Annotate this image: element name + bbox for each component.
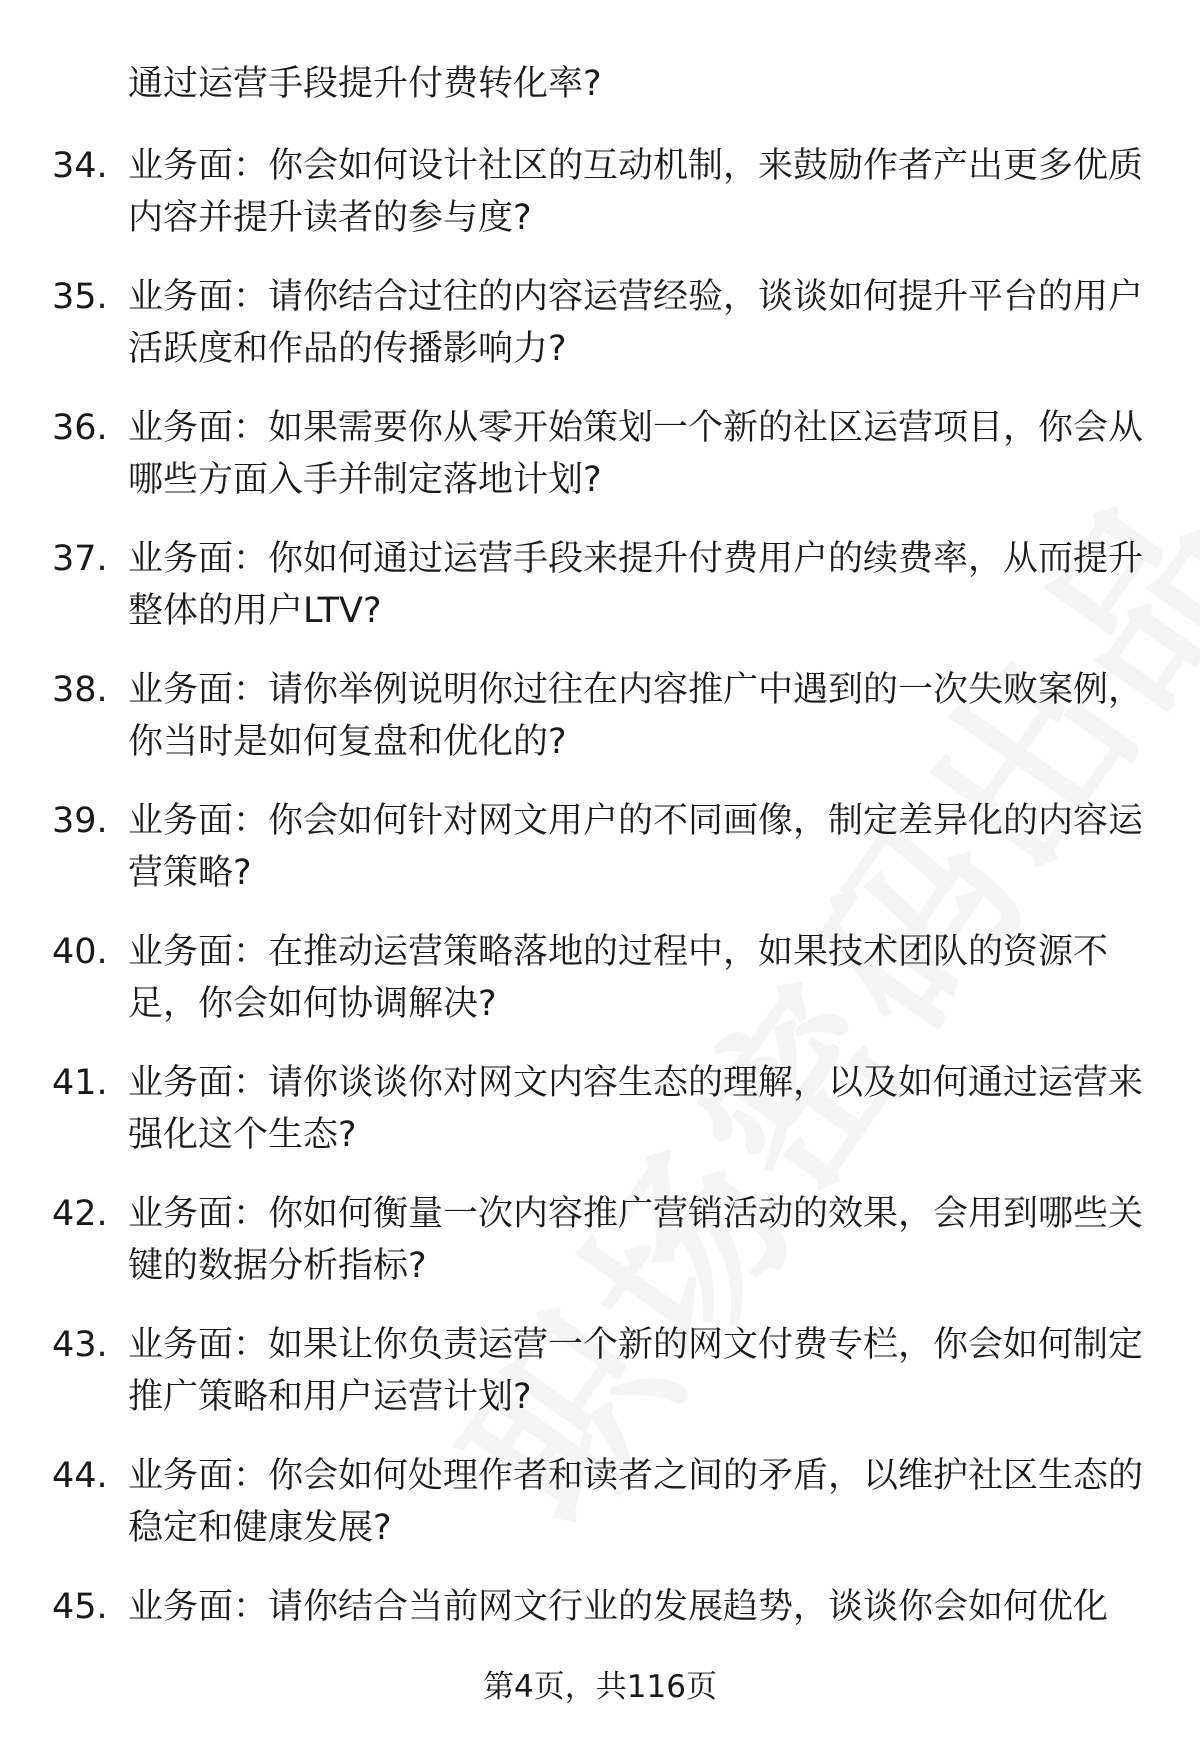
question-item	[0, 795, 1200, 926]
question-number: 44.	[52, 1456, 108, 1496]
question-text: 业务面：请你结合过往的内容运营经验，谈谈如何提升平台的用户活跃度和作品的传播影响力?	[128, 277, 1144, 369]
question-text: 业务面：如果让你负责运营一个新的网文付费专栏，你会如何制定推广策略和用户运营计划?	[128, 1325, 1144, 1417]
question-item	[0, 1188, 1200, 1319]
question-text: 业务面：你会如何针对网文用户的不同画像，制定差异化的内容运营策略?	[128, 801, 1144, 893]
question-text: 业务面：你会如何处理作者和读者之间的矛盾，以维护社区生态的稳定和健康发展?	[128, 1456, 1144, 1548]
question-text: 业务面：你会如何设计社区的互动机制，来鼓励作者产出更多优质内容并提升读者的参与度?	[128, 146, 1144, 238]
page-footer: 第4页，共116页	[483, 1669, 717, 1705]
question-number: 45.	[52, 1587, 108, 1627]
previous-question-continuation: 通过运营手段提升付费转化率?	[128, 64, 602, 104]
question-number: 35.	[52, 277, 108, 317]
question-number: 43.	[52, 1325, 108, 1365]
question-text: 业务面：如果需要你从零开始策划一个新的社区运营项目，你会从哪些方面入手并制定落地计划?	[128, 408, 1144, 500]
question-text: 业务面：请你结合当前网文行业的发展趋势，谈谈你会如何优化	[128, 1587, 1109, 1627]
question-item	[0, 402, 1200, 533]
question-item	[0, 271, 1200, 402]
question-item	[0, 1319, 1200, 1450]
question-number: 34.	[52, 146, 108, 186]
question-item	[0, 664, 1200, 795]
question-text: 业务面：请你谈谈你对网文内容生态的理解，以及如何通过运营来强化这个生态?	[128, 1063, 1144, 1155]
question-text: 业务面：在推动运营策略落地的过程中，如果技术团队的资源不足，你会如何协调解决?	[128, 932, 1109, 1024]
question-text: 业务面：请你举例说明你过往在内容推广中遇到的一次失败案例，你当时是如何复盘和优化的?	[128, 670, 1144, 762]
question-text: 业务面：你如何通过运营手段来提升付费用户的续费率，从而提升整体的用户LTV?	[128, 539, 1144, 631]
question-number: 41.	[52, 1063, 108, 1103]
question-text: 业务面：你如何衡量一次内容推广营销活动的效果，会用到哪些关键的数据分析指标?	[128, 1194, 1144, 1286]
question-item	[0, 1057, 1200, 1188]
question-number: 39.	[52, 801, 108, 841]
question-number: 42.	[52, 1194, 108, 1234]
question-item	[0, 926, 1200, 1057]
question-list	[0, 140, 1200, 1712]
question-number: 38.	[52, 670, 108, 710]
question-item	[0, 533, 1200, 664]
question-number: 40.	[52, 932, 108, 972]
question-item	[0, 140, 1200, 271]
question-number: 37.	[52, 539, 108, 579]
question-number: 36.	[52, 408, 108, 448]
question-item	[0, 1450, 1200, 1581]
